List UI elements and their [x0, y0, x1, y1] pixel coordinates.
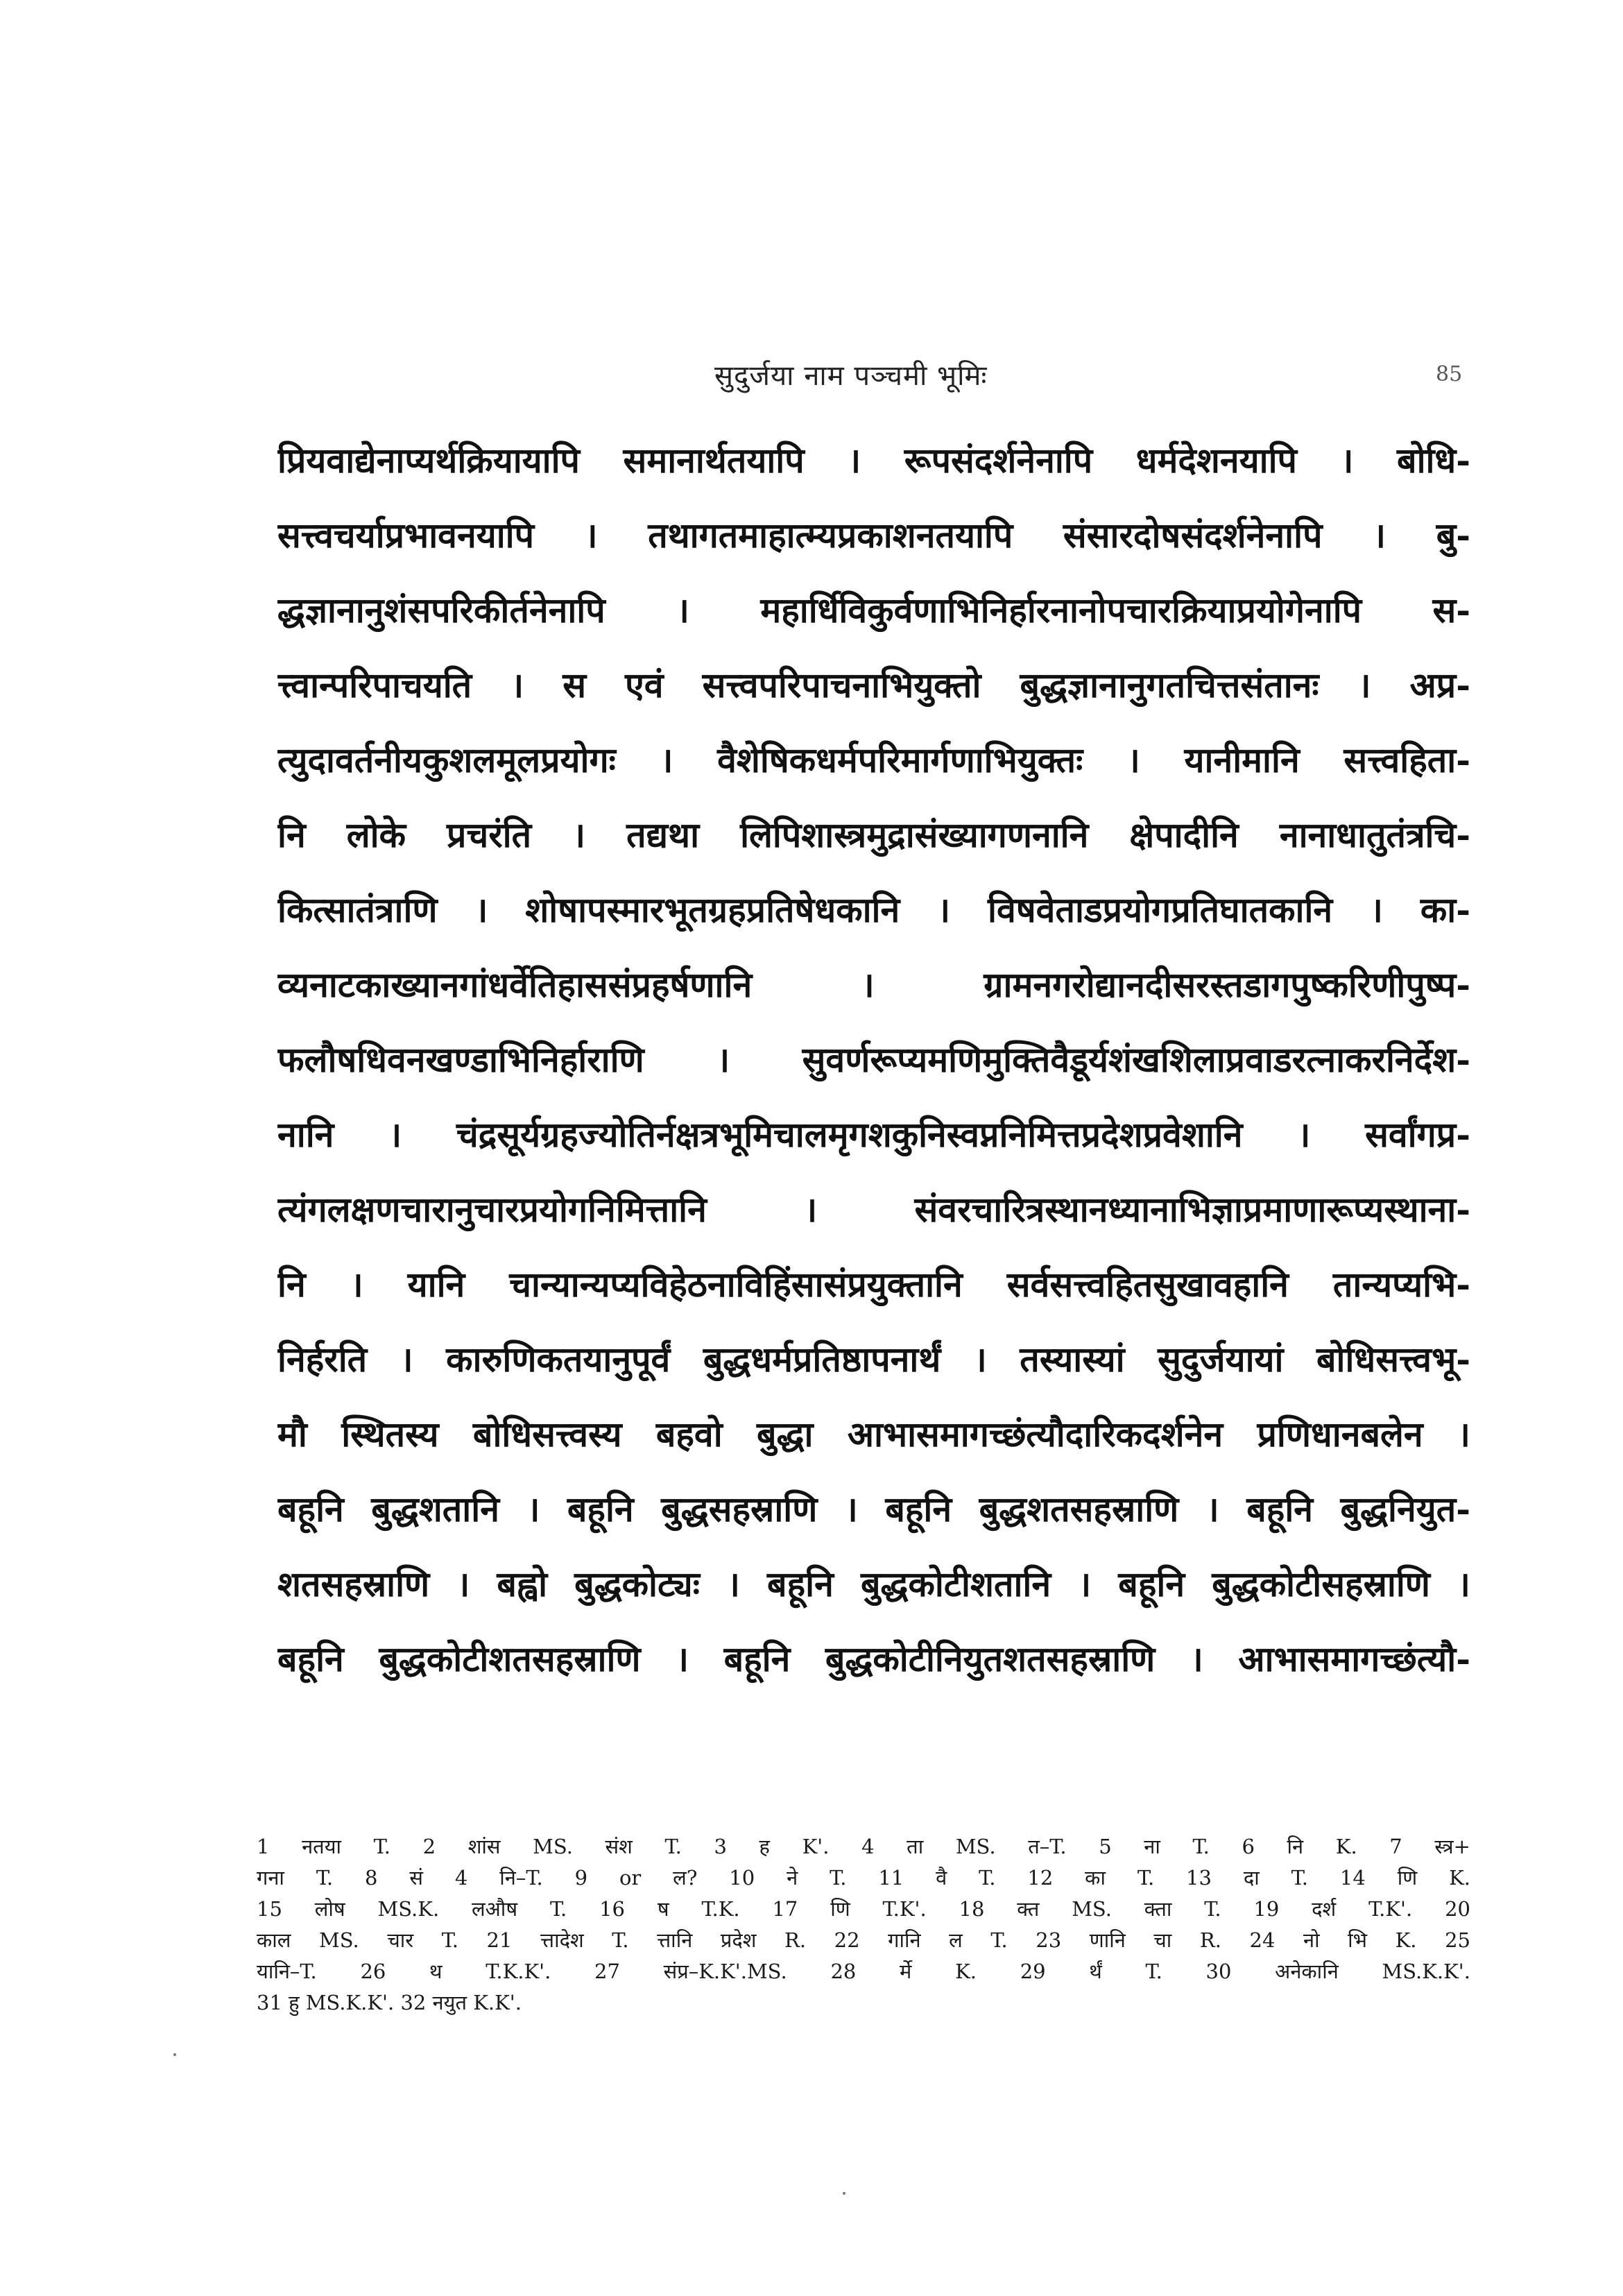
footnote-line: 31 हु MS.K.K'. 32 नयुत K.K'. [257, 1991, 522, 2014]
text-line: फलौषधिवनखण्डाभिनिर्हाराणि । सुवर्णरूप्यमणिमुक्तिवैडूर्यशंखशिलाप्रवाडरत्नाकरनिर्देश- [277, 1039, 1470, 1080]
text-line: मौ स्थितस्य बोधिसत्त्वस्य बहवो बुद्धा आभासमागच्छंत्यौदारिकदर्शनेन प्रणिधानबलेन । [277, 1414, 1470, 1455]
footnote-line: गना T. 8 सं 4 नि–T. 9 or ल? 10 ने T. 11 वै T. 12 का T. 13 दा T. 14 णि K. [257, 1866, 1470, 1890]
text-line: त्युदावर्तनीयकुशलमूलप्रयोगः । वैशेषिकधर्मपरिमार्गणाभियुक्तः । यानीमानि सत्त्वहिता- [277, 739, 1470, 780]
text-line: त्त्वान्परिपाचयति । स एवं सत्त्वपरिपाचनाभियुक्तो बुद्धज्ञानानुगतचित्तसंतानः । अप्र- [277, 665, 1470, 705]
footnote-line: काल MS. चार T. 21 त्तादेश T. त्तानि प्रदेश R. 22 गानि ल T. 23 णानि चा R. 24 नो भि K. 25 [257, 1928, 1470, 1952]
text-line: नि । यानि चान्यान्यप्यविहेठनाविहिंसासंप्रयुक्तानि सर्वसत्त्वहितसुखावहानि तान्यप्यभि- [277, 1264, 1470, 1305]
text-line: निर्हरति । कारुणिकतयानुपूर्वं बुद्धधर्मप्रतिष्ठापनार्थं । तस्यास्यां सुदुर्जयायां बोधिसत्त्वभू- [277, 1339, 1470, 1380]
text-line: नि लोके प्रचरंति । तद्यथा लिपिशास्त्रमुद्रासंख्यागणनानि क्षेपादीनि नानाधातुतंत्रचि- [277, 814, 1470, 855]
text-line: व्यनाटकाख्यानगांधर्वेतिहाससंप्रहर्षणानि । ग्रामनगरोद्यानदीसरस्तडागपुष्करिणीपुष्प- [277, 964, 1470, 1005]
footnote-line: 1 नतया T. 2 शांस MS. संश T. 3 ह K'. 4 ता MS. त–T. 5 ना T. 6 नि K. 7 स्त्र+ [257, 1835, 1470, 1858]
text-line: शतसहस्राणि । बह्वो बुद्धकोट्यः । बहूनि बुद्धकोटीशतानि । बहूनि बुद्धकोटीसहस्राणि । [277, 1563, 1470, 1604]
scan-speck [173, 2053, 176, 2056]
footnote-line: 15 लोष MS.K. लऔष T. 16 ष T.K. 17 णि T.K'. 18 क्त MS. क्ता T. 19 दर्श T.K'. 20 [257, 1897, 1470, 1921]
page-number: 85 [1436, 362, 1463, 386]
text-line: त्यंगलक्षणचारानुचारप्रयोगनिमित्तानि । संवरचारित्रस्थानध्यानाभिज्ञाप्रमाणारूप्यस्थाना- [277, 1189, 1470, 1230]
text-line: बहूनि बुद्धकोटीशतसहस्राणि । बहूनि बुद्धकोटीनियुतशतसहस्राणि । आभासमागच्छंत्यौ- [277, 1638, 1470, 1679]
text-line: सत्त्वचर्याप्रभावनयापि । तथागतमाहात्म्यप्रकाशनतयापि संसारदोषसंदर्शनेनापि । बु- [277, 515, 1470, 556]
sanskrit-body-text [277, 423, 1470, 1697]
scan-speck [843, 2192, 845, 2195]
footnotes-block [257, 1831, 1470, 2019]
text-line: बहूनि बुद्धशतानि । बहूनि बुद्धसहस्राणि । बहूनि बुद्धशतसहस्राणि । बहूनि बुद्धनियुत- [277, 1489, 1470, 1530]
text-line: नानि । चंद्रसूर्यग्रहज्योतिर्नक्षत्रभूमिचालमृगशकुनिस्वप्ननिमित्तप्रदेशप्रवेशानि । सर्वांगप्र- [277, 1114, 1470, 1155]
text-line: प्रियवाद्येनाप्यर्थक्रियायापि समानार्थतयापि । रूपसंदर्शनेनापि धर्मदेशनयापि । बोधि- [277, 440, 1470, 481]
text-line: कित्सातंत्राणि । शोषापस्मारभूतग्रहप्रतिषेधकानि । विषवेताडप्रयोगप्रतिघातकानि । का- [277, 889, 1470, 930]
text-line: द्धज्ञानानुशंसपरिकीर्तनेनापि । महार्धिविकुर्वणाभिनिर्हारनानोपचारक्रियाप्रयोगेनापि स- [277, 590, 1470, 631]
running-title: सुदुर्जया नाम पञ्चमी भूमिः [714, 360, 988, 392]
footnote-line: यानि–T. 26 थ T.K.K'. 27 संप्र–K.K'.MS. 28 र्मे K. 29 र्थं T. 30 अनेकानि MS.K.K'. [257, 1960, 1470, 1983]
